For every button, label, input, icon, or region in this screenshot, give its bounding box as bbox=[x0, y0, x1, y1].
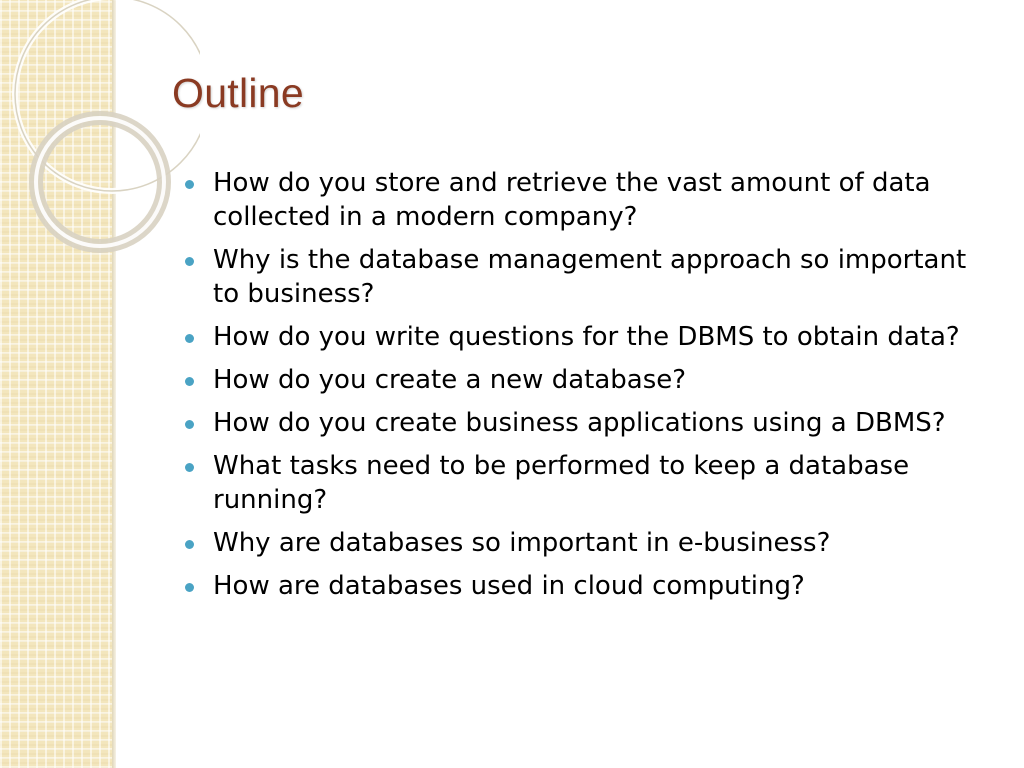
bullet-text: Why is the database management approach so important to business? bbox=[213, 245, 967, 309]
bullet-dot-icon bbox=[185, 540, 194, 549]
slide-title: Outline bbox=[172, 70, 305, 116]
bullet-text: What tasks need to be performed to keep a database running? bbox=[213, 451, 910, 515]
bullet-dot-icon bbox=[185, 377, 194, 386]
bullet-dot-icon bbox=[185, 463, 194, 472]
bullet-text: Why are databases so important in e-business? bbox=[213, 528, 831, 558]
bullet-text: How do you store and retrieve the vast amount of data collected in a modern company? bbox=[213, 168, 931, 232]
bullet-text: How do you write questions for the DBMS to obtain data? bbox=[213, 322, 960, 352]
bullet-item bbox=[185, 166, 1000, 234]
bullet-item bbox=[185, 406, 1000, 440]
bullet-dot-icon bbox=[185, 180, 194, 189]
decorative-rings bbox=[0, 0, 200, 280]
bullet-dot-icon bbox=[185, 334, 194, 343]
bullet-item bbox=[185, 243, 1000, 311]
bullet-dot-icon bbox=[185, 257, 194, 266]
bullet-text: How are databases used in cloud computing? bbox=[213, 571, 805, 601]
bullet-text: How do you create business applications using a DBMS? bbox=[213, 408, 946, 438]
bullet-item bbox=[185, 363, 1000, 397]
bullet-item bbox=[185, 320, 1000, 354]
bullet-list bbox=[185, 166, 1000, 612]
bullet-text: How do you create a new database? bbox=[213, 365, 687, 395]
bullet-dot-icon bbox=[185, 583, 194, 592]
bullet-dot-icon bbox=[185, 420, 194, 429]
bullet-item bbox=[185, 569, 1000, 603]
bullet-item bbox=[185, 526, 1000, 560]
bullet-item bbox=[185, 449, 1000, 517]
